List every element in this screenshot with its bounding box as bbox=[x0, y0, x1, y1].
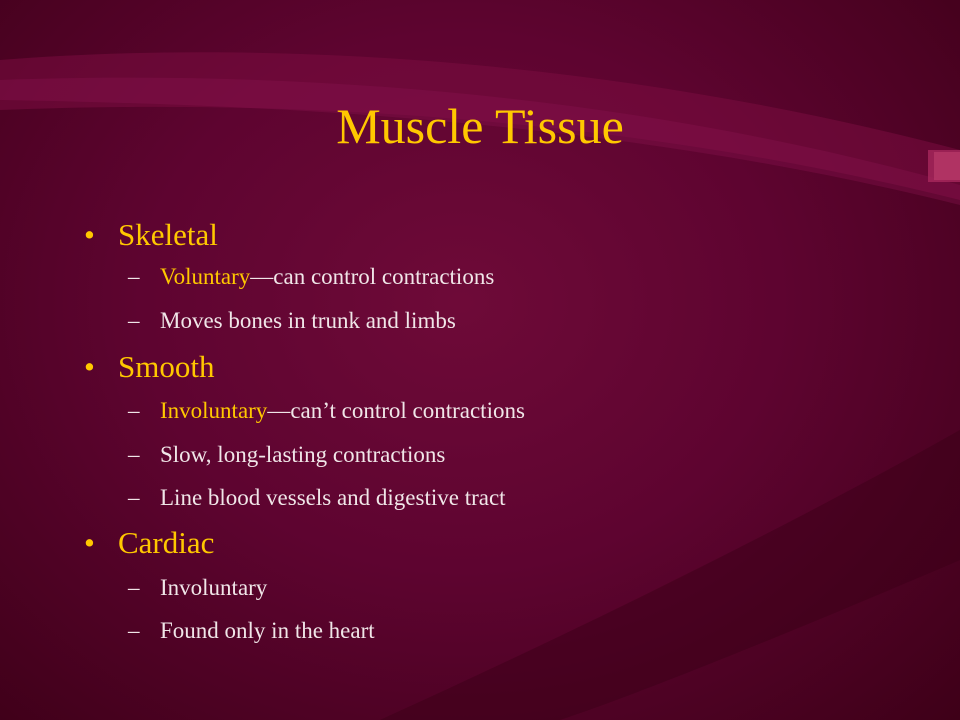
dash-icon: – bbox=[128, 442, 140, 467]
sub-bullet bbox=[128, 484, 506, 512]
dash-icon: – bbox=[128, 575, 140, 600]
sub-bullet bbox=[128, 263, 494, 291]
bullet-icon: • bbox=[84, 525, 95, 560]
sub-bullet bbox=[128, 617, 375, 645]
sub-bullet-highlight: Involuntary bbox=[160, 398, 268, 423]
slide-title: Muscle Tissue bbox=[336, 98, 624, 154]
dash-icon: – bbox=[128, 485, 140, 510]
bullet-icon: • bbox=[84, 349, 95, 384]
sub-bullet bbox=[128, 574, 267, 602]
sub-bullet-text: Found only in the heart bbox=[160, 618, 375, 643]
bullet-skeletal bbox=[84, 217, 218, 253]
sub-bullet bbox=[128, 397, 525, 425]
bullet-cardiac bbox=[84, 525, 214, 561]
bullet-label: Smooth bbox=[118, 349, 215, 384]
sub-bullet-text: —can control contractions bbox=[250, 264, 495, 289]
dash-icon: – bbox=[128, 398, 140, 423]
dash-icon: – bbox=[128, 308, 140, 333]
bullet-icon: • bbox=[84, 217, 95, 252]
dash-icon: – bbox=[128, 618, 140, 643]
sub-bullet-highlight: Voluntary bbox=[160, 264, 251, 289]
sub-bullet bbox=[128, 441, 445, 469]
bullet-smooth bbox=[84, 349, 214, 385]
bullet-label: Skeletal bbox=[118, 217, 218, 252]
bullet-label: Cardiac bbox=[118, 525, 215, 560]
sub-bullet-text: Moves bones in trunk and limbs bbox=[160, 308, 456, 333]
dash-icon: – bbox=[128, 264, 140, 289]
sub-bullet-text: Involuntary bbox=[160, 575, 268, 600]
sub-bullet-text: Line blood vessels and digestive tract bbox=[160, 485, 506, 510]
sub-bullet bbox=[128, 307, 456, 335]
sub-bullet-text: Slow, long-lasting contractions bbox=[160, 442, 446, 467]
sub-bullet-text: —can’t control contractions bbox=[267, 398, 525, 423]
